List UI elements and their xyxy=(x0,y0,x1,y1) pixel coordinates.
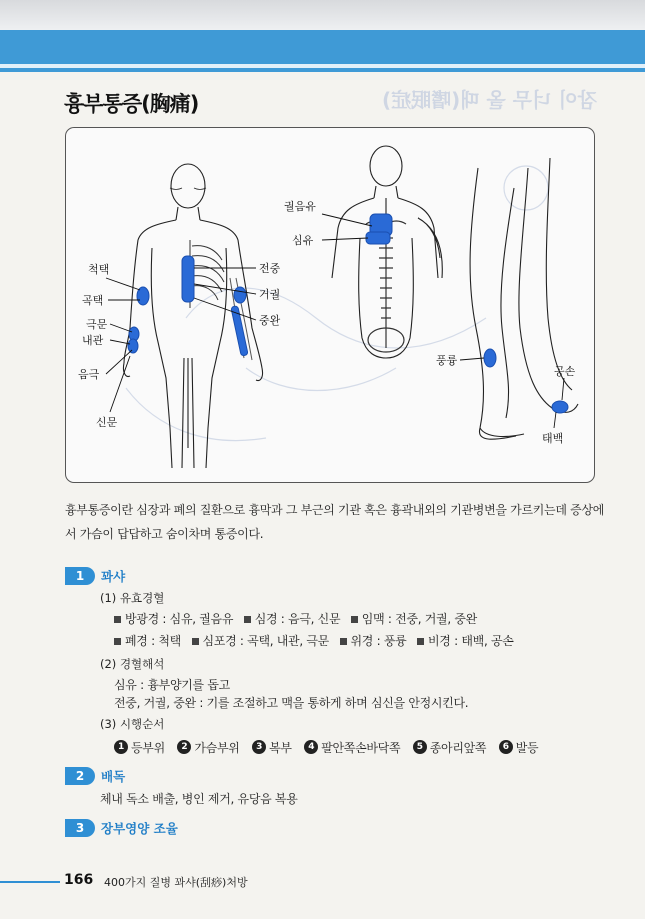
order-list xyxy=(114,738,547,756)
section-1-header xyxy=(65,566,125,586)
top-scan-band xyxy=(0,0,645,30)
subsection-3-title: (3) 시행순서 xyxy=(100,717,165,731)
label-pungryung: 풍륭 xyxy=(436,354,458,367)
label-goktaek: 곡택 xyxy=(82,294,104,307)
footer-text: 400가지 질병 꽈샤(刮痧)처방 xyxy=(104,876,248,889)
section-2-body: 체내 독소 배출, 병인 제거, 유당음 복용 xyxy=(100,792,298,806)
interpretation-line-1: 심유 : 흉부양기를 돕고 xyxy=(114,678,230,692)
order-item-2: 2 가슴부위 xyxy=(177,739,239,756)
order-item-5: 5 종아리앞쪽 xyxy=(413,739,486,756)
meridian-item: 방광경 : 심유, 궐음유 xyxy=(114,612,233,626)
label-sinmun: 신문 xyxy=(96,416,118,429)
meridian-item: 심포경 : 곡택, 내관, 극문 xyxy=(192,634,329,648)
acupoint-figure xyxy=(65,127,595,483)
meridian-item: 비경 : 태백, 공손 xyxy=(417,634,514,648)
marker-simyu xyxy=(366,232,390,244)
marker-front-chest xyxy=(182,256,194,302)
page-title: 흉부통증(胸痛) xyxy=(64,92,199,116)
bleed-through-art xyxy=(126,166,548,441)
label-chuktaek: 척택 xyxy=(88,263,110,276)
section-3-title: 장부영양 조율 xyxy=(101,821,178,836)
marker-pungryung xyxy=(484,349,496,367)
section-3-header xyxy=(65,818,178,838)
label-gwoleumyu: 궐음유 xyxy=(284,200,316,213)
front-body xyxy=(123,164,262,468)
label-gongson: 공손 xyxy=(554,365,576,378)
acupoint-markers xyxy=(128,214,568,413)
marker-naegwan xyxy=(128,339,138,353)
order-item-4: 4 팔안쪽손바닥쪽 xyxy=(304,739,400,756)
label-naegwan: 내관 xyxy=(82,334,104,347)
label-eumgeuk: 음극 xyxy=(78,368,100,381)
subsection-1-title: (1) 유효경혈 xyxy=(100,591,165,605)
back-body xyxy=(332,146,442,358)
marker-forearm xyxy=(231,306,248,356)
footer-rule xyxy=(0,881,60,883)
section-2-number: 2 xyxy=(65,767,95,785)
order-item-1: 1 등부위 xyxy=(114,739,165,756)
label-simyu: 심유 xyxy=(292,234,314,247)
marker-guegwol xyxy=(234,287,246,303)
subsection-2-title: (2) 경혈해석 xyxy=(100,657,165,671)
bleed-through-title: 잠이 너무 올 때(嗜眠症) xyxy=(382,88,598,112)
marker-gongson xyxy=(552,401,568,413)
label-geogwol: 거궐 xyxy=(259,288,281,301)
order-item-3: 3 복부 xyxy=(252,739,292,756)
meridian-line-2 xyxy=(114,632,514,649)
meridian-item: 위경 : 풍륭 xyxy=(340,634,407,648)
label-jeonjung: 전중 xyxy=(259,262,281,275)
leg xyxy=(470,158,578,439)
intro-paragraph: 흉부통증이란 심장과 폐의 질환으로 흉막과 그 부근의 기관 혹은 흉곽내외의 기관병변을 가르키는데 증상에서 가슴이 답답하고 숨이차며 통증이다. xyxy=(65,503,605,541)
label-geukmun: 극문 xyxy=(86,318,108,331)
section-2-header xyxy=(65,766,125,786)
meridian-item: 폐경 : 척택 xyxy=(114,634,181,648)
section-1-title: 꽈샤 xyxy=(101,569,126,584)
acupoint-illustration xyxy=(66,128,594,482)
section-2-title: 배독 xyxy=(101,769,126,784)
meridian-line-1 xyxy=(114,610,477,627)
header-band xyxy=(0,30,645,72)
label-taebaek: 태백 xyxy=(542,432,564,445)
meridian-item: 심경 : 음극, 신문 xyxy=(244,612,341,626)
label-jungwan: 중완 xyxy=(259,314,281,327)
leader-lines xyxy=(106,214,564,428)
section-3-number: 3 xyxy=(65,819,95,837)
interpretation-line-2: 전중, 거궐, 중완 : 기를 조절하고 맥을 통하게 하며 심신을 안정시킨다. xyxy=(114,696,469,710)
page-number: 166 xyxy=(64,872,94,888)
section-1-number: 1 xyxy=(65,567,95,585)
meridian-item: 임맥 : 전중, 거궐, 중완 xyxy=(351,612,477,626)
order-item-6: 6 발등 xyxy=(499,739,539,756)
